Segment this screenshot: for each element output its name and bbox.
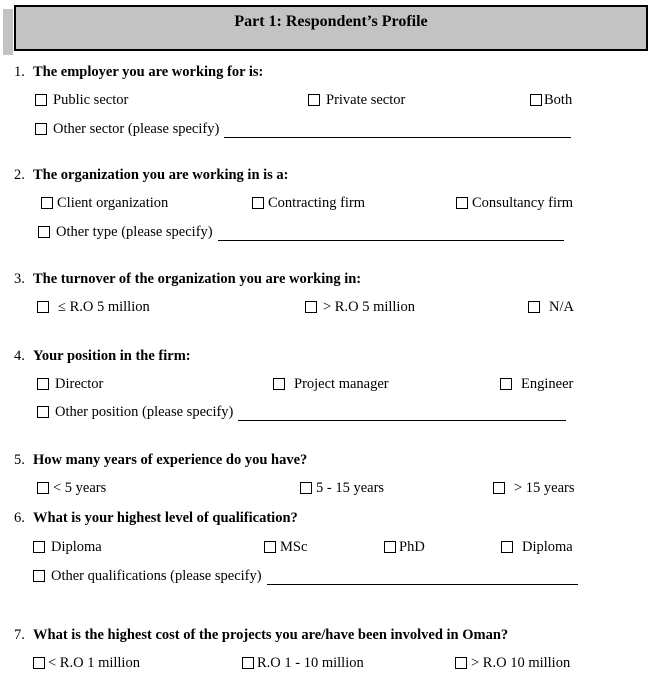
option-client-organization[interactable] bbox=[41, 194, 168, 212]
option-lt-ro1-million[interactable] bbox=[33, 654, 140, 672]
checkbox-icon[interactable] bbox=[37, 301, 49, 313]
question-4-title bbox=[14, 347, 191, 365]
checkbox-icon[interactable] bbox=[41, 197, 53, 209]
question-1-number: 1. bbox=[14, 64, 25, 80]
option-le-ro5-million[interactable] bbox=[37, 298, 150, 316]
question-2-text: The organization you are working in is a: bbox=[33, 167, 289, 183]
option-both[interactable] bbox=[530, 91, 572, 109]
header-shadow bbox=[3, 9, 13, 55]
option-lt-5-years[interactable] bbox=[37, 479, 106, 497]
question-4-number: 4. bbox=[14, 348, 25, 364]
checkbox-icon[interactable] bbox=[33, 570, 45, 582]
option-msc[interactable] bbox=[264, 538, 307, 556]
question-5-title bbox=[14, 451, 307, 469]
question-6-title bbox=[14, 509, 298, 527]
question-2-options bbox=[0, 194, 659, 212]
option-director[interactable] bbox=[37, 375, 103, 393]
option-label: Public sector bbox=[53, 92, 129, 108]
option-label: Director bbox=[55, 376, 104, 392]
option-label: PhD bbox=[399, 539, 425, 555]
fill-in-blank[interactable] bbox=[218, 223, 564, 241]
option-label: Contracting firm bbox=[268, 195, 366, 211]
question-2-title bbox=[14, 166, 289, 184]
checkbox-icon[interactable] bbox=[252, 197, 264, 209]
option-label: Private sector bbox=[326, 92, 406, 108]
option-label: > 15 years bbox=[514, 480, 575, 496]
checkbox-icon[interactable] bbox=[35, 123, 47, 135]
question-3-text: The turnover of the organization you are working in: bbox=[33, 271, 362, 287]
question-7-text: What is the highest cost of the projects you are/have been involved in Oman? bbox=[33, 627, 509, 643]
option-label: Diploma bbox=[51, 539, 102, 555]
option-label: 5 - 15 years bbox=[316, 480, 385, 496]
option-label: Both bbox=[544, 92, 573, 108]
checkbox-icon[interactable] bbox=[305, 301, 317, 313]
checkbox-icon[interactable] bbox=[456, 197, 468, 209]
option-label: Engineer bbox=[521, 376, 574, 392]
option-label: Diploma bbox=[522, 539, 573, 555]
option-label: > R.O 5 million bbox=[323, 299, 415, 315]
question-6-other[interactable] bbox=[33, 567, 578, 585]
checkbox-icon[interactable] bbox=[242, 657, 254, 669]
option-diploma-1[interactable] bbox=[33, 538, 102, 556]
checkbox-icon[interactable] bbox=[308, 94, 320, 106]
option-public-sector[interactable] bbox=[35, 91, 128, 109]
checkbox-icon[interactable] bbox=[530, 94, 542, 106]
checkbox-icon[interactable] bbox=[33, 657, 45, 669]
question-6-text: What is your highest level of qualification? bbox=[33, 510, 298, 526]
question-4-other[interactable] bbox=[37, 403, 566, 421]
checkbox-icon[interactable] bbox=[501, 541, 513, 553]
question-5-options bbox=[0, 479, 659, 497]
option-label: Client organization bbox=[57, 195, 169, 211]
question-3-number: 3. bbox=[14, 271, 25, 287]
option-label: MSc bbox=[280, 539, 308, 555]
option-gt-ro5-million[interactable] bbox=[305, 298, 415, 316]
option-label: Project manager bbox=[294, 376, 389, 392]
question-2-number: 2. bbox=[14, 167, 25, 183]
checkbox-icon[interactable] bbox=[38, 226, 50, 238]
question-1-other[interactable] bbox=[35, 120, 571, 138]
checkbox-icon[interactable] bbox=[264, 541, 276, 553]
question-7-title bbox=[14, 626, 508, 644]
checkbox-icon[interactable] bbox=[528, 301, 540, 313]
checkbox-icon[interactable] bbox=[33, 541, 45, 553]
option-gt-ro10-million[interactable] bbox=[455, 654, 570, 672]
question-7-options bbox=[0, 654, 659, 672]
checkbox-icon[interactable] bbox=[37, 406, 49, 418]
question-4-options bbox=[0, 375, 659, 393]
question-6-number: 6. bbox=[14, 510, 25, 526]
option-private-sector[interactable] bbox=[308, 91, 405, 109]
option-phd[interactable] bbox=[384, 538, 425, 556]
option-gt-15-years[interactable] bbox=[493, 479, 575, 497]
checkbox-icon[interactable] bbox=[493, 482, 505, 494]
option-label: Other sector (please specify) bbox=[53, 121, 220, 137]
checkbox-icon[interactable] bbox=[455, 657, 467, 669]
checkbox-icon[interactable] bbox=[384, 541, 396, 553]
option-engineer[interactable] bbox=[500, 375, 573, 393]
option-label: < 5 years bbox=[53, 480, 107, 496]
section-header bbox=[14, 5, 648, 51]
option-consultancy-firm[interactable] bbox=[456, 194, 573, 212]
checkbox-icon[interactable] bbox=[37, 378, 49, 390]
checkbox-icon[interactable] bbox=[37, 482, 49, 494]
option-label: R.O 1 - 10 million bbox=[257, 655, 364, 671]
checkbox-icon[interactable] bbox=[500, 378, 512, 390]
fill-in-blank[interactable] bbox=[238, 403, 566, 421]
option-contracting-firm[interactable] bbox=[252, 194, 365, 212]
option-na[interactable] bbox=[528, 298, 574, 316]
question-1-title bbox=[14, 63, 263, 81]
question-2-other[interactable] bbox=[38, 223, 564, 241]
option-label: Other type (please specify) bbox=[56, 224, 213, 240]
question-5-text: How many years of experience do you have? bbox=[33, 452, 308, 468]
option-label: Other qualifications (please specify) bbox=[51, 568, 262, 584]
question-6-options bbox=[0, 538, 659, 556]
checkbox-icon[interactable] bbox=[273, 378, 285, 390]
fill-in-blank[interactable] bbox=[224, 120, 571, 138]
option-diploma-2[interactable] bbox=[501, 538, 573, 556]
checkbox-icon[interactable] bbox=[300, 482, 312, 494]
option-label: ≤ R.O 5 million bbox=[58, 299, 150, 315]
option-label: Consultancy firm bbox=[472, 195, 574, 211]
question-3-options bbox=[0, 298, 659, 316]
checkbox-icon[interactable] bbox=[35, 94, 47, 106]
option-label: Other position (please specify) bbox=[55, 404, 234, 420]
question-4-text: Your position in the firm: bbox=[33, 348, 191, 364]
question-7-number: 7. bbox=[14, 627, 25, 643]
option-project-manager[interactable] bbox=[273, 375, 389, 393]
fill-in-blank[interactable] bbox=[267, 567, 578, 585]
option-ro1-10-million[interactable] bbox=[242, 654, 364, 672]
question-1-options bbox=[0, 91, 659, 109]
question-3-title bbox=[14, 270, 361, 288]
option-label: < R.O 1 million bbox=[48, 655, 140, 671]
option-5-15-years[interactable] bbox=[300, 479, 384, 497]
question-5-number: 5. bbox=[14, 452, 25, 468]
option-label: > R.O 10 million bbox=[471, 655, 571, 671]
section-title: Part 1: Respondent’s Profile bbox=[234, 13, 428, 30]
option-label: N/A bbox=[549, 299, 574, 315]
question-1-text: The employer you are working for is: bbox=[33, 64, 264, 80]
